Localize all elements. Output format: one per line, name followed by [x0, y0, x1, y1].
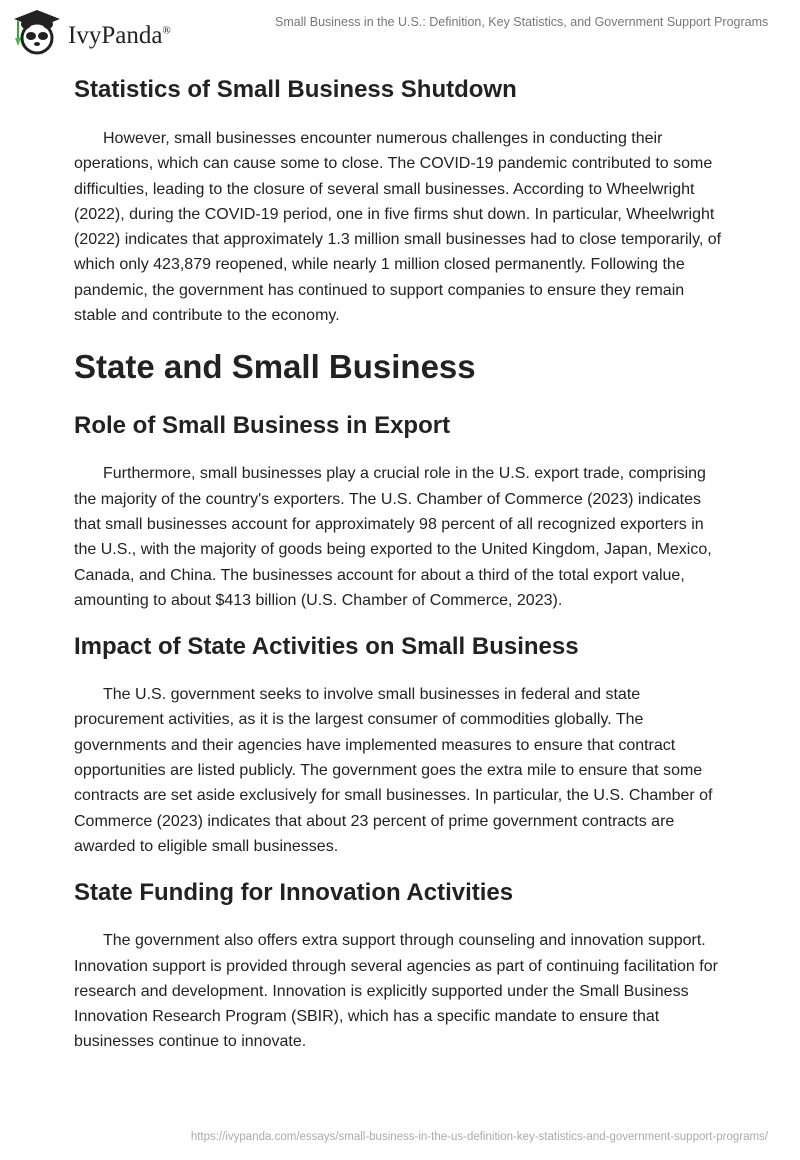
document-title: Small Business in the U.S.: Definition, Key Statistics, and Government Support Programs: [275, 15, 769, 29]
heading-state-activities-impact: Impact of State Activities on Small Business: [74, 633, 579, 661]
paragraph-innovation: The government also offers extra support through counseling and innovation support. Innovation support is provided through several agencies as part of continuing facilitation for research and development. Innovation is explicitly supported under the Small Business Innovation Research Program (SBIR), which has a specific mandate to ensure that businesses continue to innovate.: [74, 932, 718, 1051]
registered-mark: ®: [162, 24, 171, 37]
source-url[interactable]: https://ivypanda.com/essays/small-business-in-the-us-definition-key-statistics-and-government-support-programs/: [190, 1131, 768, 1143]
paragraph-procurement: The U.S. government seeks to involve small businesses in federal and state procurement activities, as it is the largest consumer of commodities globally. The governments and their agencies have implemented measures to ensure that contract opportunities are listed publicly. The government goes the extra mile to ensure that some contracts are set aside exclusively for small businesses. In particular, the U.S. Chamber of Commerce (2023) indicates that about 23 percent of prime government contracts are awarded to eligible small businesses.: [74, 686, 713, 855]
heading-shutdown-statistics: Statistics of Small Business Shutdown: [74, 76, 517, 103]
paragraph-export: Furthermore, small businesses play a crucial role in the U.S. export trade, comprising the majority of the country's exporters. The U.S. Chamber of Commerce (2023) indicates that small businesses account for approximately 98 percent of all recognized exporters in the U.S., with the majority of goods being exported to the United Kingdom, Japan, Mexico, Canada, and China. The businesses account for about a third of the total export value, amounting to about $413 billion (U.S. Chamber of Commerce, 2023).: [74, 465, 712, 609]
paragraph-shutdown: However, small businesses encounter numerous challenges in conducting their operations, which can cause some to close. The COVID-19 pandemic contributed to some difficulties, leading to the closure of several small businesses. According to Wheelwright (2022), during the COVID-19 period, one in five firms shut down. In particular, Wheelwright (2022) indicates that approximately 1.3 million small businesses had to close temporarily, of which only 423,879 reopened, while nearly 1 million closed permanently. Following the pandemic, the government has continued to support companies to ensure they remain stable and contribute to the economy.: [74, 130, 722, 325]
ivypanda-logo[interactable]: [12, 8, 171, 56]
logo-text: IvyPanda: [68, 22, 163, 49]
panda-logo-icon: [12, 8, 62, 56]
heading-role-in-export: Role of Small Business in Export: [74, 412, 451, 440]
article-content: [74, 70, 729, 1055]
heading-innovation-funding: State Funding for Innovation Activities: [74, 879, 514, 907]
heading-state-and-small-business: State and Small Business: [74, 348, 476, 386]
